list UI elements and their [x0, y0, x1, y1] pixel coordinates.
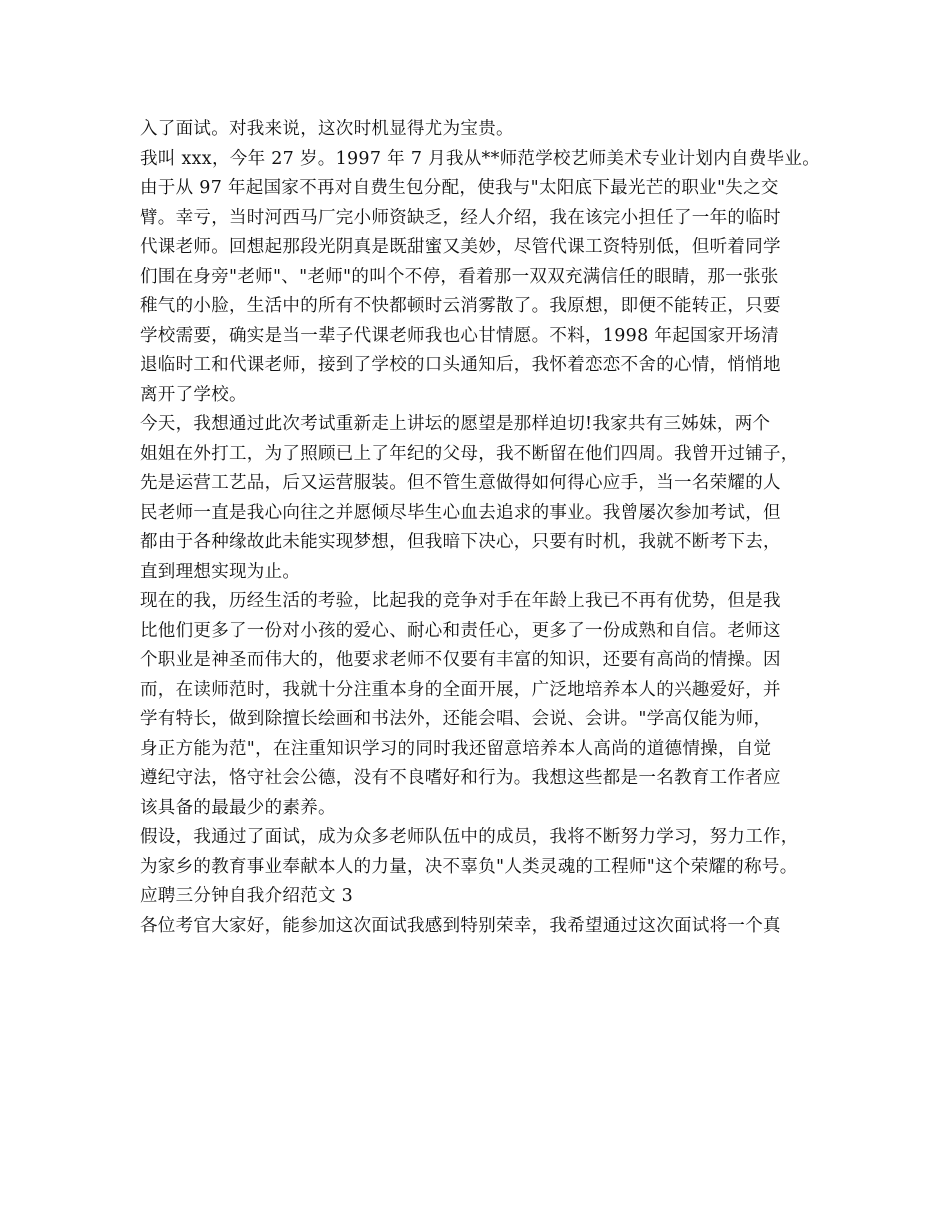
text-line: 民老师一直是我心向往之并愿倾尽毕生心血去追求的事业。我曾屡次参加考试，但	[140, 502, 781, 523]
text-line: 学有特长，做到除擅长绘画和书法外，还能会唱、会说、会讲。"学高仅能为师，	[140, 709, 772, 729]
text-line: 入了面试。对我来说，这次时机显得尤为宝贵。	[140, 119, 514, 139]
text-line: 假设，我通过了面试，成为众多老师队伍中的成员，我将不断努力学习，努力工作，	[140, 827, 799, 847]
document-body	[140, 115, 821, 941]
text-line: 退临时工和代课老师，接到了学校的口头通知后，我怀着恋恋不舍的心情，悄悄地	[140, 355, 781, 375]
text-line: 臂。幸亏，当时河西马厂完小师资缺乏，经人介绍，我在该完小担任了一年的临时	[140, 207, 781, 228]
text-line: 稚气的小脸，生活中的所有不快都顿时云消雾散了。我原想，即便不能转正，只要	[140, 296, 781, 316]
text-line: 我叫 xxx，今年 27 岁。1997 年 7 月我从**师范学校艺师美术专业计划内自费毕业。	[140, 148, 821, 169]
text-line: 先是运营工艺品，后又运营服装。但不管生意做得如何得心应手，当一名荣耀的人	[140, 473, 781, 493]
text-line: 各位考官大家好，能参加这次面试我感到特别荣幸，我希望通过这次面试将一个真	[140, 915, 781, 936]
text-line: 学校需要，确实是当一辈子代课老师我也心甘情愿。不料，1998 年起国家开场清	[140, 325, 779, 346]
text-line: 身正方能为范"，在注重知识学习的同时我还留意培养本人高尚的道德情操，自觉	[140, 738, 772, 759]
text-line: 而，在读师范时，我就十分注重本身的全面开展，广泛地培养本人的兴趣爱好，并	[140, 679, 781, 700]
text-line: 直到理想实现为止。	[140, 561, 301, 582]
section-heading: 应聘三分钟自我介绍范文 3	[140, 886, 354, 906]
text-line: 个职业是神圣而伟大的，他要求老师不仅要有丰富的知识，还要有高尚的情操。因	[140, 650, 781, 670]
text-line: 代课老师。回想起那段光阴真是既甜蜜又美妙，尽管代课工资特别低，但听着同学	[140, 237, 781, 257]
text-line: 姐姐在外打工，为了照顾已上了年纪的父母，我不断留在他们四周。我曾开过铺子，	[140, 443, 799, 464]
text-line: 今天，我想通过此次考试重新走上讲坛的愿望是那样迫切!我家共有三姊妹，两个	[140, 414, 771, 434]
text-line: 该具备的最最少的素养。	[140, 797, 336, 818]
text-line: 由于从 97 年起国家不再对自费生包分配，使我与"太阳底下最光芒的职业"失之交	[140, 178, 779, 198]
text-line: 为家乡的教育事业奉献本人的力量，决不辜负"人类灵魂的工程师"这个荣耀的称号。	[140, 856, 798, 877]
text-line: 都由于各种缘故此未能实现梦想，但我暗下决心，只要有时机，我就不断考下去，	[140, 532, 781, 552]
text-line: 遵纪守法，恪守社会公德，没有不良嗜好和行为。我想这些都是一名教育工作者应	[140, 768, 781, 788]
text-line: 比他们更多了一份对小孩的爱心、耐心和责任心，更多了一份成熟和自信。老师这	[140, 620, 781, 641]
text-line: 现在的我，历经生活的考验，比起我的竞争对手在年龄上我已不再有优势，但是我	[140, 591, 781, 611]
text-line: 们围在身旁"老师"、"老师"的叫个不停，看着那一双双充满信任的眼睛，那一张张	[140, 266, 779, 287]
text-line: 离开了学校。	[140, 384, 247, 405]
